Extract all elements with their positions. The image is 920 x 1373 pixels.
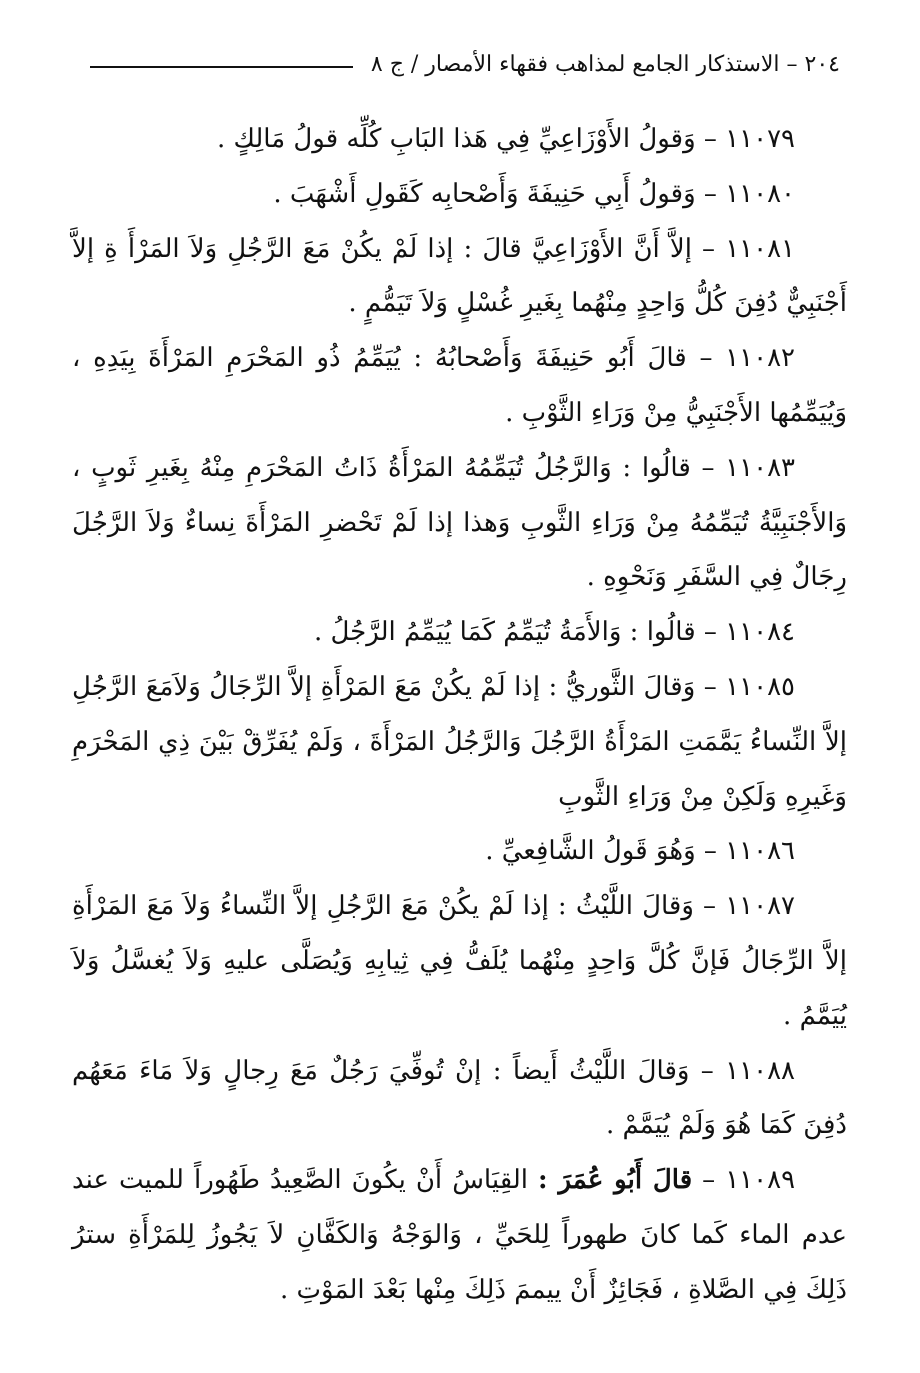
paragraph-text: وَقولُ أَبِي حَنِيفَةَ وَأَصْحابِه كَقَولِ أَشْهَبَ .	[273, 178, 696, 209]
paragraph-number: ١١٠٨٧	[725, 891, 796, 922]
speaker-lead: قالَ أَبُو عُمَرَ :	[538, 1165, 693, 1196]
paragraph-11088: ١١٠٨٨ – وَقالَ اللَّيْثُ أَيضاً : إنْ تُوفِّيَ رَجُلٌ مَعَ رِجالٍ وَلاَ مَاءَ مَعَهُم دُفِنَ كَمَا هُوَ وَلَمْ يُيَمَّمْ .	[72, 1055, 847, 1141]
paragraph-text: قالَ أَبُو حَنِيفَةَ وَأَصْحابُهُ : يُيَمِّمُ ذُو المَحْرَمِ المَرْأَةَ بِيَدِهِ ، وَيُيَمِّمُها الأَجْنَبِيُّ مِنْ وَرَاءِ الثَّوْبِ .	[72, 343, 847, 428]
paragraph-11082: ١١٠٨٢ – قالَ أَبُو حَنِيفَةَ وَأَصْحابُهُ : يُيَمِّمُ ذُو المَحْرَمِ المَرْأَةَ بِيَدِهِ ، وَيُيَمِّمُها الأَجْنَبِيُّ مِنْ وَرَاءِ الثَّوْبِ .	[72, 343, 847, 428]
paragraph-text: وَقالَ الثَّوريُّ : إذا لَمْ يكُنْ مَعَ المَرْأَةِ إلاَّ الرِّجَالُ وَلاَمَعَ الرَّجُلِ إلاَّ النِّساءُ يَمَّمَتِ المَرْأَةُ الرَّجُلَ وَالرَّجُلُ المَرْأَةَ ، وَلَمْ يُفَرِّقْ بَيْنَ ذِي المَحْرَمِ وَغَيرِهِ وَلَكِنْ مِنْ وَرَاءِ الثَّوبِ	[72, 671, 847, 812]
paragraph-number: ١١٠٨٨	[725, 1055, 795, 1086]
page-header	[90, 44, 840, 84]
header-rule	[90, 66, 353, 68]
paragraph-number: ١١٠٨٦	[725, 836, 795, 867]
paragraph-number: ١١٠٨٣	[725, 452, 795, 483]
paragraph-11084: ١١٠٨٤ – قالُوا : وَالأَمَةُ تُيَمِّمُ كَمَا يُيَمِّمُ الرَّجُلُ .	[313, 617, 795, 648]
paragraph-number: ١١٠٨١	[725, 233, 796, 264]
paragraph-11083: ١١٠٨٣ – قالُوا : وَالرَّجُلُ تُيَمِّمُهُ المَرْأَةُ ذَاتُ المَحْرَمِ مِنْهُ بِغَيرِ ثَوبٍ ، وَالأَجْنَبِيَّةُ تُيَمِّمُهُ مِنْ وَرَاءِ الثَّوبِ وَهذا إذا لَمْ تَحْضرِ المَرْأَةَ نِساءٌ وَلاَ الرَّجُلَ رِجَالٌ فِي السَّفَرِ وَنَحْوِهِ .	[72, 452, 847, 593]
paragraph-text: وَقولُ الأَوْزَاعِيِّ فِي هَذا البَابِ كُلِّه قولُ مَالِكٍ .	[216, 124, 696, 154]
paragraph-11087: ١١٠٨٧ – وَقالَ اللَّيْثُ : إذا لَمْ يكُنْ مَعَ الرَّجُلِ إلاَّ النِّساءُ وَلاَ مَعَ المَرْأَةِ إلاَّ الرِّجَالُ فَإنَّ كُلَّ وَاحِدٍ مِنْهُما يُلَفُّ فِي ثِيابِهِ وَيُصَلَّى عليهِ وَلاَ يُغسَّلُ وَلاَ يُيَمَّمُ .	[72, 891, 847, 1031]
paragraph-11080: ١١٠٨٠ – وَقولُ أَبِي حَنِيفَةَ وَأَصْحابِه كَقَولِ أَشْهَبَ .	[273, 178, 795, 209]
paragraph-number: ١١٠٨٩	[725, 1165, 796, 1196]
page-body	[72, 112, 847, 1318]
paragraph-11079: ١١٠٧٩ – وَقولُ الأَوْزَاعِيِّ فِي هَذا البَابِ كُلِّه قولُ مَالِكٍ .	[216, 124, 795, 154]
paragraph-text: قالُوا : وَالرَّجُلُ تُيَمِّمُهُ المَرْأَةُ ذَاتُ المَحْرَمِ مِنْهُ بِغَيرِ ثَوبٍ ، وَالأَجْنَبِيَّةُ تُيَمِّمُهُ مِنْ وَرَاءِ الثَّوبِ وَهذا إذا لَمْ تَحْضرِ المَرْأَةَ نِساءٌ وَلاَ الرَّجُلَ رِجَالٌ فِي السَّفَرِ وَنَحْوِهِ .	[72, 452, 847, 593]
paragraph-number: ١١٠٨٥	[725, 671, 795, 702]
paragraph-text: وَقالَ اللَّيْثُ : إذا لَمْ يكُنْ مَعَ الرَّجُلِ إلاَّ النِّساءُ وَلاَ مَعَ المَرْأَةِ إلاَّ الرِّجَالُ فَإنَّ كُلَّ وَاحِدٍ مِنْهُما يُلَفُّ فِي ثِيابِهِ وَيُصَلَّى عليهِ وَلاَ يُغسَّلُ وَلاَ يُيَمَّمُ .	[72, 891, 847, 1031]
paragraph-number: ١١٠٨٤	[725, 617, 795, 648]
paragraph-11085: ١١٠٨٥ – وَقالَ الثَّوريُّ : إذا لَمْ يكُنْ مَعَ المَرْأَةِ إلاَّ الرِّجَالُ وَلاَمَعَ الرَّجُلِ إلاَّ النِّساءُ يَمَّمَتِ المَرْأَةُ الرَّجُلَ وَالرَّجُلُ المَرْأَةَ ، وَلَمْ يُفَرِّقْ بَيْنَ ذِي المَحْرَمِ وَغَيرِهِ وَلَكِنْ مِنْ وَرَاءِ الثَّوبِ	[72, 671, 847, 812]
paragraph-number: ١١٠٨٠	[725, 178, 795, 209]
paragraph-text: وَهُوَ قَولُ الشَّافِعيِّ .	[485, 836, 696, 867]
paragraph-text: وَقالَ اللَّيْثُ أَيضاً : إنْ تُوفِّيَ رَجُلٌ مَعَ رِجالٍ وَلاَ مَاءَ مَعَهُم دُفِنَ كَمَا هُوَ وَلَمْ يُيَمَّمْ .	[72, 1055, 847, 1141]
paragraph-number: ١١٠٨٢	[725, 343, 795, 374]
running-head: ٢٠٤ – الاستذكار الجامع لمذاهب فقهاء الأمصار / ج ٨	[370, 51, 840, 77]
paragraph-text: قالُوا : وَالأَمَةُ تُيَمِّمُ كَمَا يُيَمِّمُ الرَّجُلُ .	[313, 617, 696, 648]
paragraph-11089: ١١٠٨٩ – قالَ أَبُو عُمَرَ : القِيَاسُ أَنْ يكُونَ الصَّعِيدُ طَهُوراً للميت عند عدم الماء كَما كانَ طهوراً لِلحَيِّ ، وَالوَجْهُ وَالكَفَّانِ لاَ يَجُوزُ لِلمَرْأَةِ سترُ ذَلِكَ فِي الصَّلاةِ ، فَجَائِزٌ أَنْ ييممَ ذَلِكَ مِنْها بَعْدَ المَوْتِ .	[72, 1165, 847, 1305]
paragraph-11086: ١١٠٨٦ – وَهُوَ قَولُ الشَّافِعيِّ .	[485, 836, 795, 867]
paragraph-text: إلاَّ أَنَّ الأَوْزَاعِيَّ قالَ : إذا لَمْ يكُنْ مَعَ الرَّجُلِ وَلاَ المَرْأَ ةِ إلاَّ أَجْنَبِيٌّ دُفِنَ كُلُّ وَاحِدٍ مِنْهُما بِغَيرِ غُسْلٍ وَلاَ تَيَمُّمٍ .	[72, 233, 847, 319]
paragraph-text: القِيَاسُ أَنْ يكُونَ الصَّعِيدُ طَهُوراً للميت عند عدم الماء كَما كانَ طهوراً لِلحَيِّ ، وَالوَجْهُ وَالكَفَّانِ لاَ يَجُوزُ لِلمَرْأَةِ سترُ ذَلِكَ فِي الصَّلاةِ ، فَجَائِزٌ أَنْ ييممَ ذَلِكَ مِنْها بَعْدَ المَوْتِ .	[72, 1165, 847, 1305]
paragraph-11081: ١١٠٨١ – إلاَّ أَنَّ الأَوْزَاعِيَّ قالَ : إذا لَمْ يكُنْ مَعَ الرَّجُلِ وَلاَ المَرْأَ ةِ إلاَّ أَجْنَبِيٌّ دُفِنَ كُلُّ وَاحِدٍ مِنْهُما بِغَيرِ غُسْلٍ وَلاَ تَيَمُّمٍ .	[72, 233, 847, 319]
paragraph-number: ١١٠٧٩	[725, 124, 795, 154]
